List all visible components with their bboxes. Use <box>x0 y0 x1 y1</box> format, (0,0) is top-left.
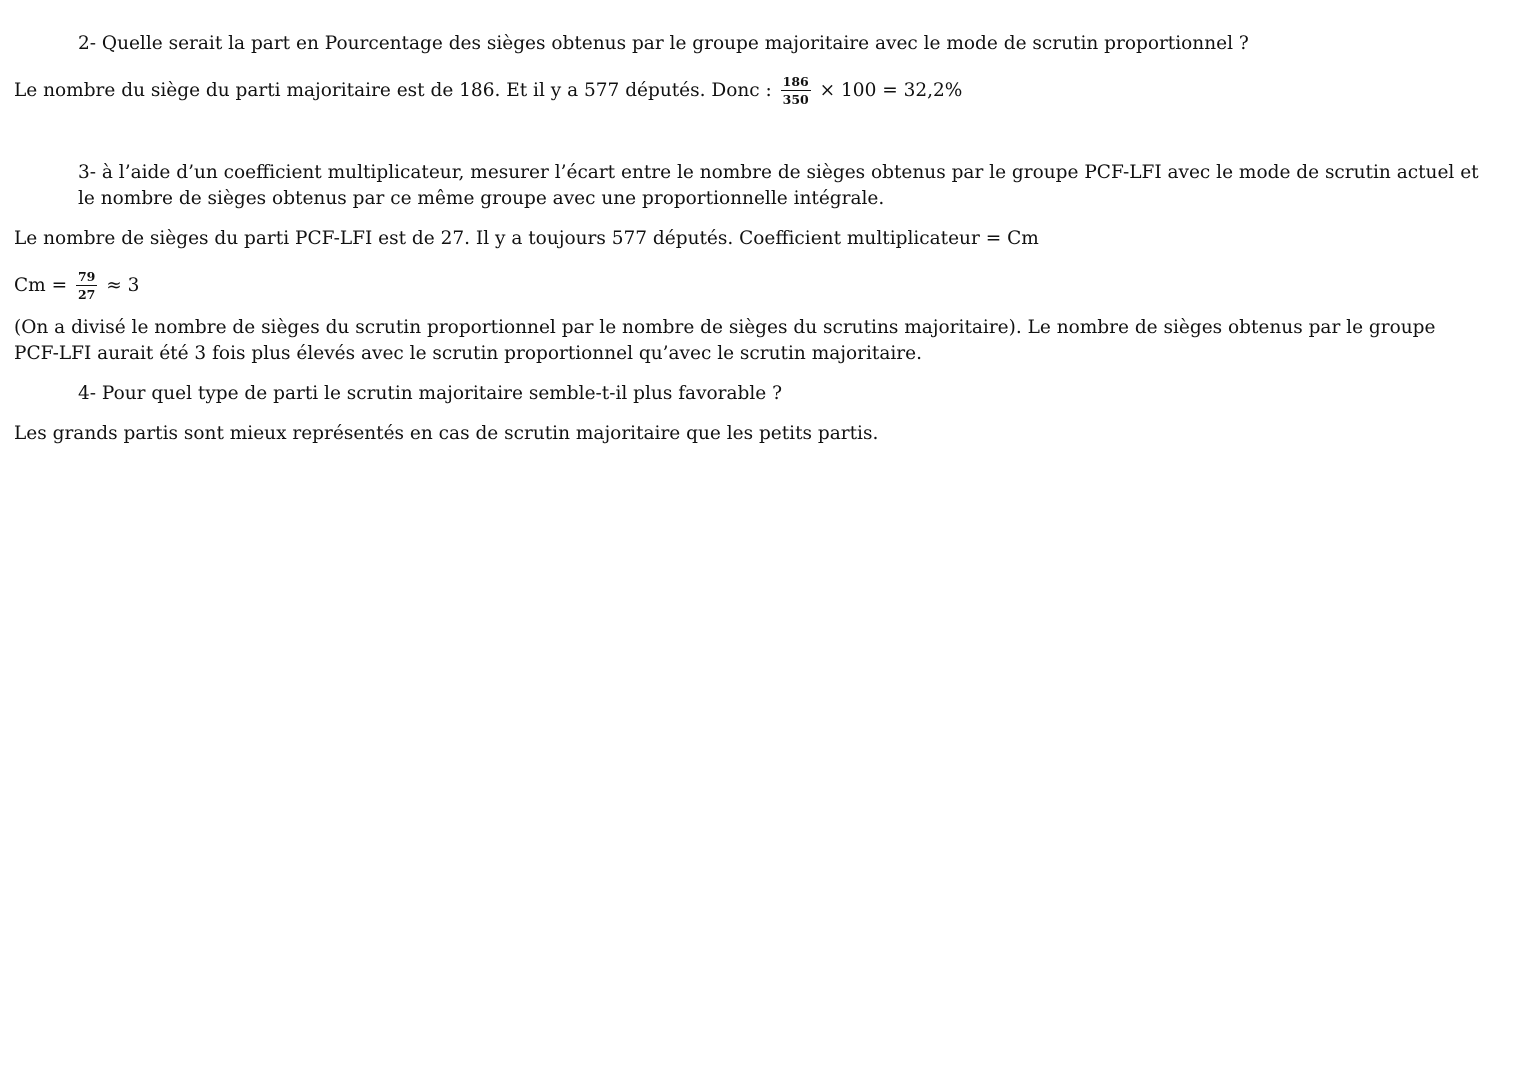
answer-3-line: Le nombre de sièges du parti PCF-LFI est de 27. Il y a toujours 577 députés. Coefficient multiplicateur = Cm <box>14 228 1039 249</box>
fraction-denominator: 350 <box>782 92 809 107</box>
question-3 <box>78 160 1479 212</box>
fraction-numerator: 186 <box>782 74 809 89</box>
answer-2-result: × 100 = 32,2% <box>819 80 963 101</box>
answer-2-text: Le nombre du siège du parti majoritaire est de 186. Et il y a 577 députés. Donc : <box>14 80 772 101</box>
fraction-79-27 <box>76 270 97 302</box>
answer-4: Les grands partis sont mieux représentés en cas de scrutin majoritaire que les petits partis. <box>14 423 879 444</box>
cm-formula <box>14 270 139 302</box>
question-3-text: 3- à l’aide d’un coefficient multiplicateur, mesurer l’écart entre le nombre de sièges obtenus par le groupe PCF-LFI avec le mode de scrutin actuel et le nombre de sièges obtenus par ce même groupe avec une proportionnelle intégrale. <box>78 162 1479 209</box>
cm-result: ≈ 3 <box>106 275 140 296</box>
explanation-3: (On a divisé le nombre de sièges du scrutin proportionnel par le nombre de sièges du scrutins majoritaire). Le nombre de sièges obtenus par le groupe PCF-LFI aurait été 3 fois plus élevés avec le scrutin proportionnel qu’avec le scrutin majoritaire. <box>14 317 1436 364</box>
fraction-186-350 <box>781 75 811 107</box>
cm-label: Cm = <box>14 275 68 296</box>
answer-2 <box>14 75 962 107</box>
question-4: 4- Pour quel type de parti le scrutin majoritaire semble-t-il plus favorable ? <box>78 383 783 404</box>
fraction-denominator: 27 <box>77 287 96 302</box>
question-2: 2- Quelle serait la part en Pourcentage des sièges obtenus par le groupe majoritaire avec le mode de scrutin proportionnel ? <box>78 33 1249 54</box>
fraction-numerator: 79 <box>77 269 96 284</box>
